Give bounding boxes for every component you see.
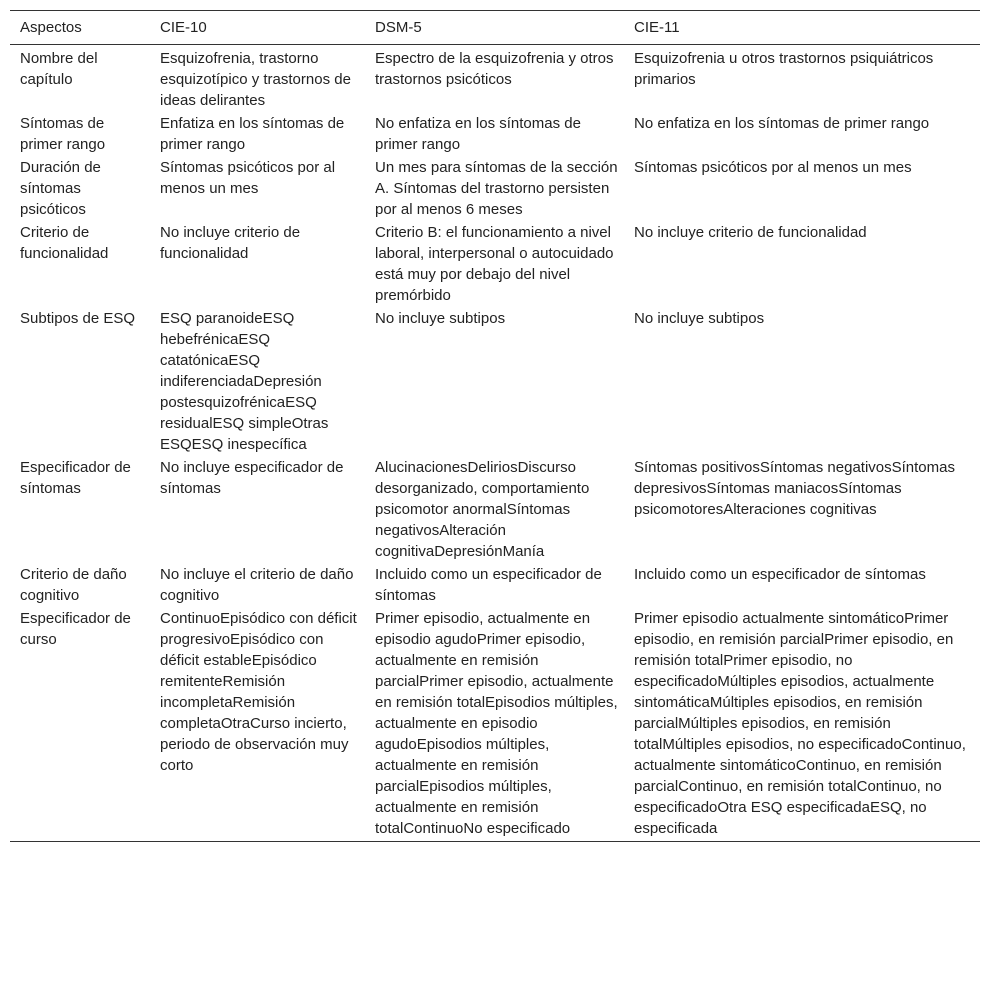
table-row	[10, 45, 980, 113]
cell-cie-11: Síntomas psicóticos por al menos un mes	[634, 159, 912, 176]
cell-cie-10: Síntomas psicóticos por al menos un mes	[160, 159, 336, 197]
cell-cie-10: No incluye especificador de síntomas	[160, 459, 344, 497]
table-row	[10, 156, 980, 221]
cell-dsm-5: No enfatiza en los síntomas de primer rango	[375, 115, 581, 153]
header-cie-10: CIE-10	[160, 19, 207, 36]
table-row	[10, 563, 980, 607]
cell-dsm-5: AlucinacionesDeliriosDiscurso desorganizado, comportamiento psicomotor anormalSíntomas negativosAlteración cognitivaDepresiónManía	[375, 459, 590, 560]
cell-cie-10: ContinuoEpisódico con déficit progresivoEpisódico con déficit estableEpisódico remitenteRemisión incompletaRemisión completaOtraCurso incierto, periodo de observación muy corto	[160, 610, 357, 774]
cell-cie-11: Esquizofrenia u otros trastornos psiquiátricos primarios	[634, 50, 934, 88]
cell-aspect: Duración de síntomas psicóticos	[20, 159, 101, 218]
cell-aspect: Nombre del capítulo	[20, 50, 98, 88]
table-row	[10, 221, 980, 307]
comparison-table-container	[10, 10, 980, 842]
table-row	[10, 307, 980, 456]
cell-dsm-5: Criterio B: el funcionamiento a nivel laboral, interpersonal o autocuidado está muy por debajo del nivel premórbido	[375, 224, 614, 304]
cell-aspect: Criterio de funcionalidad	[20, 224, 109, 262]
cell-cie-11: Incluido como un especificador de síntomas	[634, 566, 926, 583]
cell-aspect: Especificador de síntomas	[20, 459, 131, 497]
table-body	[10, 45, 980, 842]
header-cie-11: CIE-11	[634, 19, 680, 36]
cell-cie-11: No incluye subtipos	[634, 310, 765, 327]
table-row	[10, 607, 980, 842]
cell-aspect: Criterio de daño cognitivo	[20, 566, 127, 604]
cell-cie-11: No incluye criterio de funcionalidad	[634, 224, 867, 241]
header-aspectos: Aspectos	[20, 19, 82, 36]
cell-dsm-5: Incluido como un especificador de síntomas	[375, 566, 602, 604]
cell-cie-10: No incluye el criterio de daño cognitivo	[160, 566, 354, 604]
table-row	[10, 112, 980, 156]
table-row	[10, 456, 980, 563]
cell-dsm-5: Primer episodio, actualmente en episodio agudoPrimer episodio, actualmente en remisión parcialPrimer episodio, actualmente en remisión totalEpisodios múltiples, actualmente en episodio agudoEpisodios múltiples, actualmente en remisión parcialEpisodios múltiples, actualmente en remisión totalContinuoNo especificado	[375, 610, 618, 837]
table-header	[10, 11, 980, 45]
cell-cie-11: No enfatiza en los síntomas de primer rango	[634, 115, 930, 132]
header-row	[10, 11, 980, 45]
cell-cie-10: No incluye criterio de funcionalidad	[160, 224, 301, 262]
cell-aspect: Subtipos de ESQ	[20, 310, 136, 327]
cell-dsm-5: Espectro de la esquizofrenia y otros trastornos psicóticos	[375, 50, 614, 88]
cell-cie-10: ESQ paranoideESQ hebefrénicaESQ catatónicaESQ indiferenciadaDepresión postesquizofrénicaESQ residualESQ simpleOtras ESQESQ inespecífica	[160, 310, 329, 453]
cell-dsm-5: No incluye subtipos	[375, 310, 506, 327]
cell-cie-11: Síntomas positivosSíntomas negativosSíntomas depresivosSíntomas maniacosSíntomas psicomotoresAlteraciones cognitivas	[634, 459, 955, 518]
cell-dsm-5: Un mes para síntomas de la sección A. Síntomas del trastorno persisten por al menos 6 meses	[375, 159, 618, 218]
header-dsm-5: DSM-5	[375, 19, 422, 36]
cell-cie-10: Esquizofrenia, trastorno esquizotípico y trastornos de ideas delirantes	[160, 50, 351, 109]
cell-aspect: Especificador de curso	[20, 610, 131, 648]
cell-cie-11: Primer episodio actualmente sintomáticoPrimer episodio, en remisión parcialPrimer episodio, en remisión totalPrimer episodio, no especificadoMúltiples episodios, actualmente sintomáticaMúltiples episodios, en remisión parcialMúltiples episodios, en remisión totalMúltiples episodios, no especificadoContinuo, actualmente sintomáticoContinuo, en remisión parcialContinuo, en remisión totalContinuo, no especificadoOtra ESQ especificadaESQ, no especificada	[634, 610, 966, 837]
cell-aspect: Síntomas de primer rango	[20, 115, 106, 153]
cell-cie-10: Enfatiza en los síntomas de primer rango	[160, 115, 345, 153]
comparison-table	[10, 10, 980, 842]
